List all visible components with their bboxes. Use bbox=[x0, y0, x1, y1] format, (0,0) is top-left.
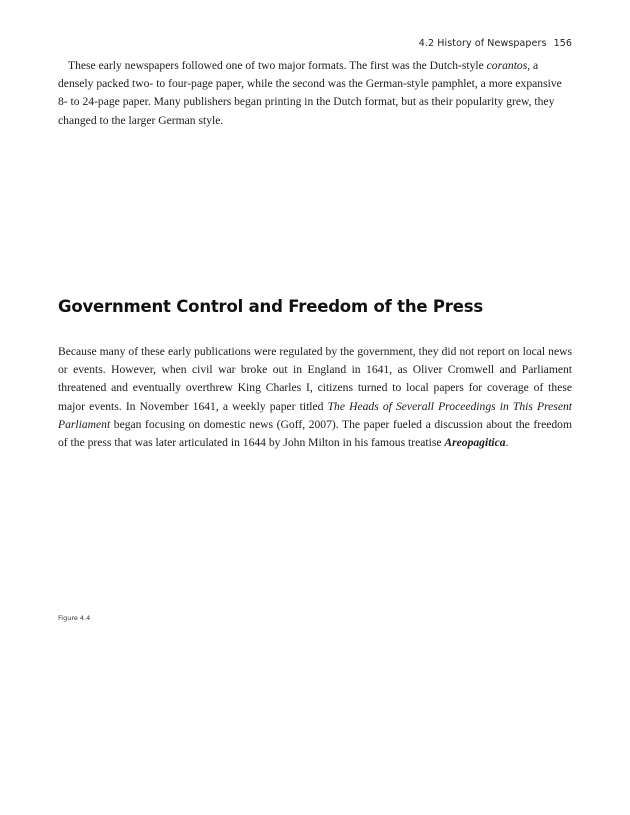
running-head bbox=[419, 38, 572, 49]
page-number: 156 bbox=[553, 38, 572, 49]
running-head-section: 4.2 History of Newspapers bbox=[418, 38, 547, 49]
paragraph-newspaper-formats bbox=[58, 57, 572, 130]
paragraph-2-bold-italic-areopagitica: Areopagitica bbox=[444, 436, 506, 450]
paragraph-2-italic-title: The Heads of Severall Proceedings in This Present Parliament bbox=[58, 399, 572, 431]
paragraph-government-control bbox=[58, 343, 572, 452]
paragraph-2-text-1: Because many of these early publications were regulated by the government, they did not report on local news or events. However, when civil war broke out in England in 1641, as Oliver Cromwell and Parliament threatened and eventually overthrew King Charles I, citizens turned to local papers for coverage of these major events. In November 1641, a weekly paper titled bbox=[58, 345, 572, 413]
paragraph-2-text-3: . bbox=[505, 436, 509, 450]
paragraph-1-italic-corantos: corantos bbox=[486, 59, 528, 72]
figure-label: Figure 4.4 bbox=[58, 614, 91, 622]
paragraph-1-text-2: , a densely packed two- to four-page paper, while the second was the German-style pamphlet, a more expansive 8- to 24-page paper. Many publishers began printing in the Dutch format, but as their popularity grew, they changed to the larger German style. bbox=[58, 59, 562, 127]
section-heading: Government Control and Freedom of the Press bbox=[58, 297, 483, 316]
paragraph-2-text-2: began focusing on domestic news (Goff, 2007). The paper fueled a discussion about the freedom of the press that was later articulated in 1644 by John Milton in his famous treatise bbox=[58, 417, 572, 450]
paragraph-1-text-1: These early newspapers followed one of two major formats. The first was the Dutch-style bbox=[68, 59, 487, 72]
